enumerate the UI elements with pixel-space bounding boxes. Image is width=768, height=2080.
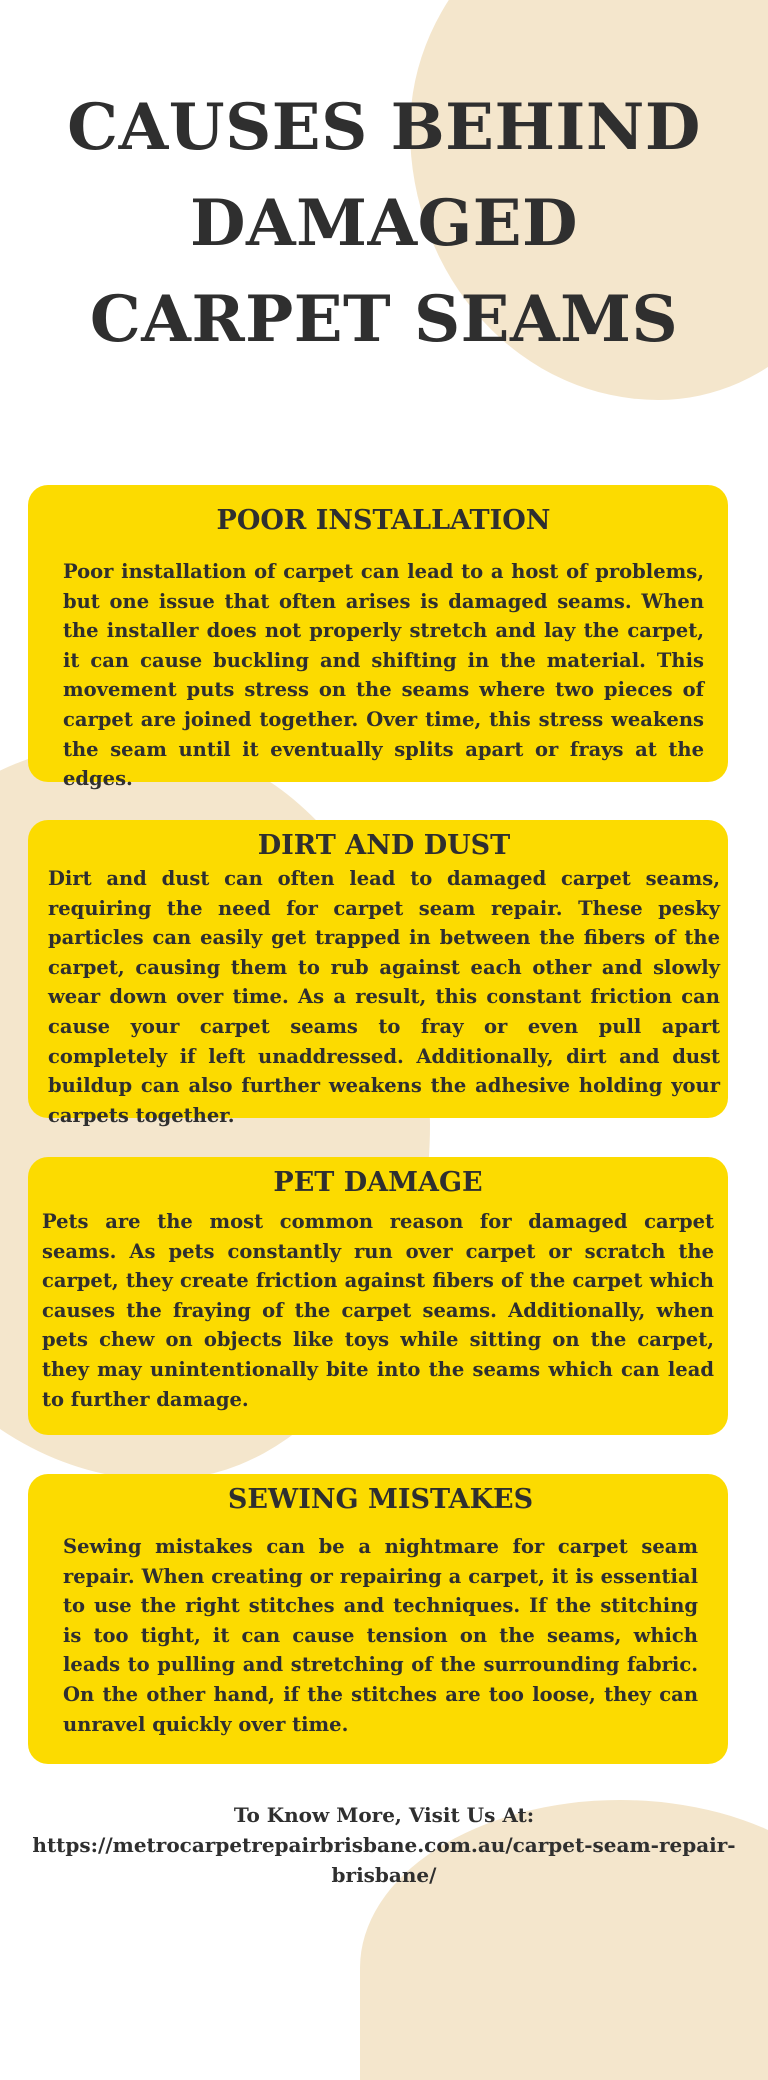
footer-cta: To Know More, Visit Us At: [233,1803,535,1827]
section-heading: PET DAMAGE [273,1167,483,1198]
section-card-sewing-mistakes [28,1474,728,1764]
section-card-poor-installation [28,485,728,791]
section-heading: POOR INSTALLATION [216,505,551,536]
footer-url-link[interactable]: https://metrocarpetrepairbrisbane.com.au/carpet-seam-repair-brisbane/ [32,1833,736,1887]
section-body: Sewing mistakes can be a nightmare for carpet seam repair. When creating or repairing a carpet, it is essential to use the right stitches and techniques. If the stitching is too tight, it can cause tension on the seams, which leads to pulling and stretching of the surrounding fabric. On the other hand, if the stitches are too loose, they can unravel quickly over time. [63,1535,698,1736]
section-card-dirt-and-dust [28,820,728,1127]
section-body: Poor installation of carpet can lead to a host of problems, but one issue that often arises is damaged seams. When the installer does not properly stretch and lay the carpet, it can cause buckling and shifting in the material. This movement puts stress on the seams where two pieces of carpet are joined together. Over time, this stress weakens the seam until it eventually splits apart or frays at the edges. [63,560,704,791]
section-card-pet-damage [28,1157,728,1435]
section-body: Pets are the most common reason for damaged carpet seams. As pets constantly run over carpet or scratch the carpet, they create friction against fibers of the carpet which causes the fraying of the carpet seams. Additionally, when pets chew on objects like toys while sitting on the carpet, they may unintentionally bite into the seams which can lead to further damage. [42,1210,714,1411]
section-heading: DIRT AND DUST [257,830,511,861]
footer [8,1800,760,1890]
section-body: Dirt and dust can often lead to damaged carpet seams, requiring the need for carpet seam repair. These pesky particles can easily get trapped in between the fibers of the carpet, causing them to rub against each other and slowly wear down over time. As a result, this constant friction can cause your carpet seams to fray or even pull apart completely if left unaddressed. Additionally, dirt and dust buildup can also further weakens the adhesive holding your carpets together. [48,867,720,1127]
page-title: CAUSES BEHIND DAMAGED CARPET SEAMS [67,90,701,357]
section-heading: SEWING MISTAKES [227,1484,534,1515]
